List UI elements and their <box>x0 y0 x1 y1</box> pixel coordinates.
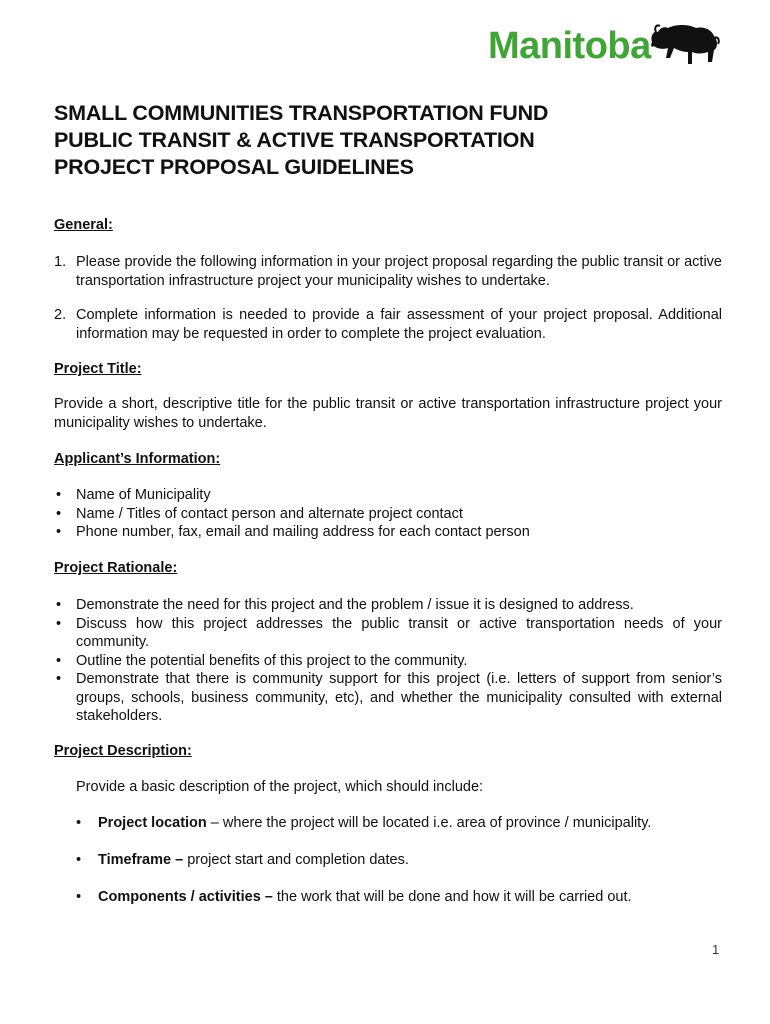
description-item <box>76 851 409 870</box>
item-number: 1. <box>54 254 67 270</box>
title-line-2: PUBLIC TRANSIT & ACTIVE TRANSPORTATION <box>54 128 535 152</box>
general-heading: General: <box>54 217 113 233</box>
manitoba-logo <box>488 22 720 72</box>
list-item: • Name / Titles of contact person and alternate project contact <box>54 505 722 524</box>
item-text: the work that will be done and how it will be carried out. <box>272 889 632 905</box>
applicant-heading: Applicant’s Information: <box>54 451 221 467</box>
item-label: Timeframe – <box>98 852 184 868</box>
item-text: Please provide the following information in your project proposal regarding the public transit or active transportation infrastructure project your municipality wishes to undertake. <box>76 254 722 289</box>
description-item <box>76 888 632 907</box>
description-intro: Provide a basic description of the project, which should include: <box>76 779 484 795</box>
list-item: • Name of Municipality <box>54 486 722 505</box>
rationale-list <box>54 596 722 726</box>
item-text: – where the project will be located i.e. area of province / municipality. <box>206 815 652 831</box>
item-text: Complete information is needed to provide a fair assessment of your project proposal. Additional information may be requested in order to complete the project evaluation. <box>76 307 722 342</box>
page-number: 1 <box>712 942 720 957</box>
rationale-heading: Project Rationale: <box>54 560 178 576</box>
general-item-1 <box>54 253 722 290</box>
item-text: project start and completion dates. <box>183 852 409 868</box>
item-number: 2. <box>54 307 67 323</box>
list-item: • Demonstrate that there is community support for this project (i.e. letters of support from senior’s groups, schools, business community, etc), and whether the municipality consulted with external stakeholders. <box>54 670 722 726</box>
project-title-heading: Project Title: <box>54 361 142 377</box>
applicant-list <box>54 486 722 542</box>
bison-icon <box>648 22 720 70</box>
title-line-1: SMALL COMMUNITIES TRANSPORTATION FUND <box>54 101 549 125</box>
logo-text: Manitoba <box>488 25 651 67</box>
description-item <box>76 814 651 833</box>
list-item: • Outline the potential benefits of this project to the community. <box>54 652 722 671</box>
general-item-2 <box>54 306 722 343</box>
item-label: Project location <box>98 815 207 831</box>
project-title-text: Provide a short, descriptive title for the public transit or active transportation infrastructure project your municipality wishes to undertake. <box>54 396 722 431</box>
list-item: • Discuss how this project addresses the public transit or active transportation needs of your community. <box>54 615 722 652</box>
description-heading: Project Description: <box>54 743 192 759</box>
item-label: Components / activities – <box>98 889 273 905</box>
title-line-3: PROJECT PROPOSAL GUIDELINES <box>54 155 414 179</box>
document-title <box>54 100 734 181</box>
list-item: • Phone number, fax, email and mailing address for each contact person <box>54 523 722 542</box>
list-item: • Demonstrate the need for this project and the problem / issue it is designed to address. <box>54 596 722 615</box>
